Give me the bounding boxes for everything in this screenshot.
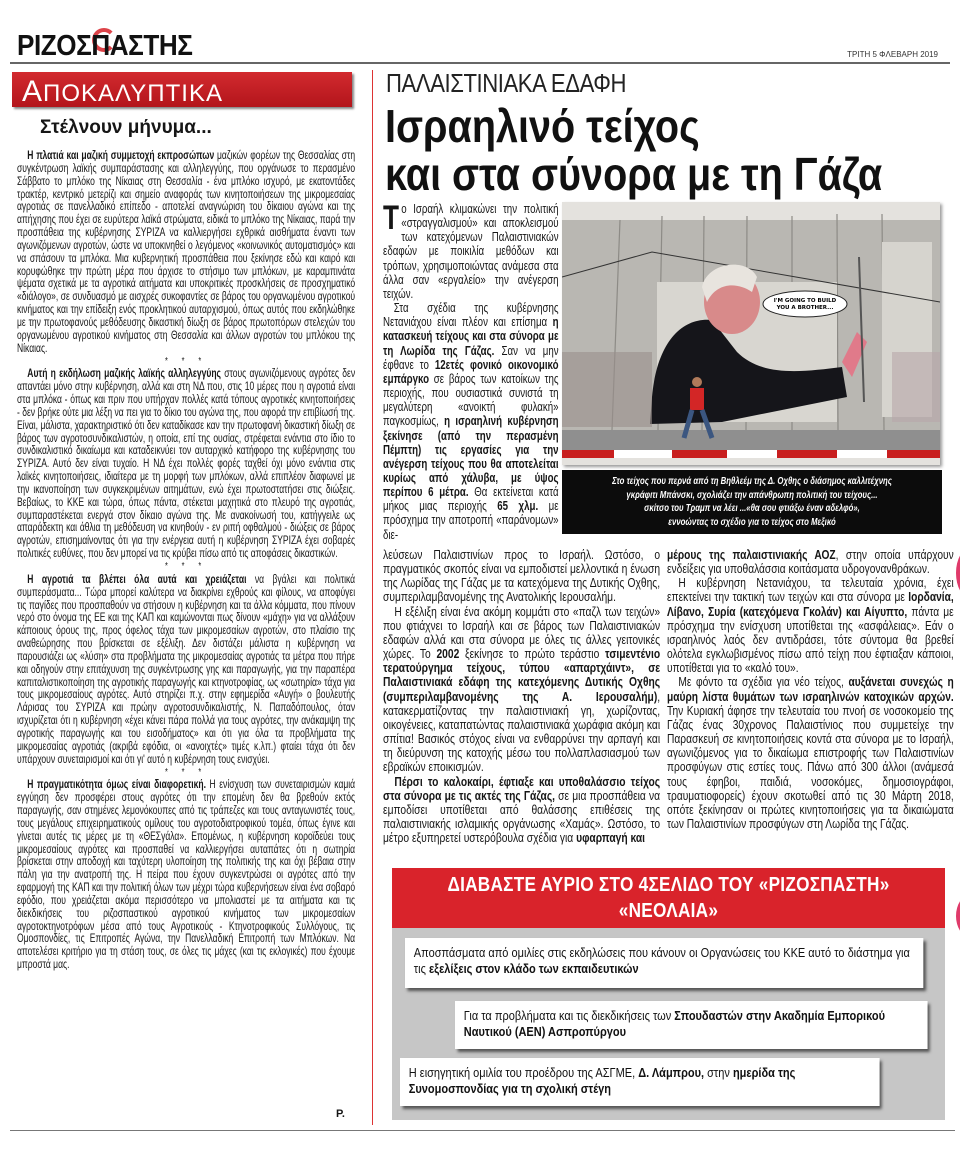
article-headline (385, 102, 935, 198)
banner-rest: ΠΟΚΑΛΥΠΤΙΚΑ (43, 80, 223, 107)
text: , κατακερματίζοντας την παλαιστινιακή γη, χωρίζοντας, οικογένειες, καταπατώντας παλαιστινιακά χωράφια ακόμη και σπίτια! Βασικός στόχος είναι να ενθαρρύνει την αρπαγή και τη διεύρυνση της κατοχής μέσω του πολλαπλασιασμού των εβραϊκών εποικισμών. (383, 689, 661, 775)
bold-text: τσιμεντένιο τερατούργημα τείχους, τύπου «απαρτχάιντ», σε Παλαιστινιακά εδάφη της κατεχόμενης Δυτικής Οχθης (συμπεριλαμβανομένης της Α. Ιερουσαλήμ) (383, 647, 661, 704)
column-signature: Ρ. (336, 1108, 345, 1120)
text: στην (704, 1066, 733, 1080)
bold-text: αυξάνεται συνεχώς η μαύρη λίστα θυμάτων των ισραηλινών κατοχικών αρχών. (667, 675, 954, 704)
text: , στην οποία υπάρχουν ενδείξεις για υποθαλάσσια κοιτάσματα υδρογονανθράκων. (667, 548, 954, 577)
paragraph (383, 548, 660, 605)
bold-text: Η πλατιά και μαζική συμμετοχή εκπροσώπων (27, 149, 215, 162)
page-edge-tab (956, 548, 960, 598)
promo-item (455, 1001, 928, 1049)
caption-line: Στο τείχος που περνά από τη Βηθλεέμ της Δ. Οχθης ο διάσημος καλλιτέχνης (612, 475, 892, 487)
promo-subtitle: «ΝΕΟΛΑΙΑ» (618, 900, 719, 922)
bold-text: υφαρπαγή και (576, 831, 646, 846)
caption-text (567, 475, 937, 529)
bold-text: Δ. Λάμπρου, (638, 1066, 705, 1080)
bold-text: 12ετές φονικό οικονομικό εμπάργκο (383, 357, 559, 386)
section-separator: * * * (165, 355, 208, 367)
bold-text: Η πραγματικότητα όμως είναι διαφορετική. (27, 778, 206, 792)
bold-text: Η αγροτιά τα βλέπει όλα αυτά και χρειάζεται (27, 572, 247, 586)
header-divider (10, 62, 950, 64)
article-column-2 (667, 548, 954, 831)
bold-text: Πέρσι το καλοκαίρι, έφτιαξε και υποθαλάσσιο τείχος στα σύνορα με τις ακτές της Γάζας, (383, 774, 661, 803)
promo-header (392, 868, 945, 928)
text: Αποσπάσματα από ομιλίες στις εκδηλώσεις που κάνουν οι Οργανώσεις του ΚΚΕ αυτό το διάστημα για τις (413, 946, 910, 976)
text: Η ενίσχυση των συνεταιρισμών καμιά εγγύηση δεν προσφέρει στους αγρότες ότι την επομένη δεν θα βρεθούν εκτός παραγωγής, σαν στημένες λεμονόκουπες από τις τράπεζες και τους ανταγωνιστές τους, τους μεγάλους επιχειρηματικούς ομίλους του αγροτοδιατροφικού τομέα, όπως έγινε και γίνεται αυτές τις μέρες με τη «ΘΕΣγάλα». Επομένως, η κυβέρνηση κοροϊδεύει τους μικρομεσαίους αγρότες και προσπαθεί να καλλιεργήσει αυταπάτες ότι η σωτηρία βρίσκεται στην αποδοχή και ταχύτερη υλοποίηση της πολιτικής της και όχι βέβαια στην πάλη για την ανατροπή της. Η πείρα που έχουν συγκεντρώσει οι αγρότες από την εφαρμογή της ΚΑΠ και την πολιτική όλων των μέχρι τώρα κυβερνήσεων είναι ένα σοβαρό εφόδιο, που χρειάζεται ακόμα περισσότερο να μπολιαστεί με τα αιτήματα και τις διεκδικήσεις του ριζοσπαστικού αγροτικού κινήματος των μικρομεσαίων αγροτοκτηνοτρόφων μέσα από τους Αγροτικούς - Κτηνοτροφικούς Συλλόγους, τις Ομοσπονδίες, τις Επιτροπές Αγώνα, την Πανελλαδική Επιτροπή των Μπλόκων. Να αποτελέσει κριτήριο για τη στάση τους, σε όλες τις μάχες (και τις εκλογικές) που έχουμε μπροστά μας. (17, 778, 356, 972)
text: ξεκίνησε το πρώτο τεράστιο (459, 647, 606, 662)
bold-text: Σπουδαστών στην Ακαδημία Εμπορικού Ναυτικού (ΑΕΝ) Ασπροπύργου (463, 1009, 886, 1039)
column-divider (372, 70, 373, 1125)
caption-line: γκράφιτι Μπάνσκι, σχολιάζει την απάνθρωπη πολιτική του τείχους... (626, 488, 878, 501)
section-banner (12, 72, 352, 107)
speech-bubble-line-1: I'M GOING TO BUILD (773, 298, 837, 304)
text: Στα σχέδια της κυβέρνησης Νετανιάχου είναι πλέον και επίσημα (383, 301, 559, 330)
column-body (17, 150, 355, 972)
text: Για τα προβλήματα και τις διεκδικήσεις των (463, 1009, 675, 1023)
promo-item (400, 1058, 880, 1106)
bold-text: εξελίξεις στον κλάδο των εκπαιδευτικών (428, 962, 639, 976)
text: ο Ισραήλ κλιμακώνει την πολιτική «στραγγαλισμού» και αποκλεισμού των κατεχόμενων Παλαιστινιακών εδαφών με ποικιλία μεθόδων και τρόπων, χρησιμοποιώντας ανάμεσα στα άλλα σαν «εργαλείο» την ανέγερση τειχών. (383, 202, 559, 301)
paragraph (17, 368, 355, 561)
column-title: Στέλνουν μήνυμα... (40, 117, 212, 138)
bold-text: ημερίδα της Συνομοσπονδίας για τη σχολική στέγη (408, 1066, 796, 1096)
text: Η εξέλιξη είναι ένα ακόμη κομμάτι στο «παζλ των τειχών» που φτιάχνει το Ισραήλ και σε βάρος των Παλαιστινιακών εδαφών αλλά και στα σύνορα με όλες τις άλλες γειτονικές χώρες. Το (383, 604, 661, 662)
paragraph (383, 775, 660, 846)
paragraph (383, 605, 660, 775)
text: σε μια προσπάθεια να εμποδίσει υποτίθεται από θαλάσσης επιθέσεις της παλαιστινιακής ισλαμικής οργάνωσης «Χαμάς». Ωστόσο, το μέτρο εξυπηρετεί υστερόβουλα σχέδια για (383, 788, 661, 846)
paragraph (383, 199, 559, 301)
text: Θα εκτείνεται κατά μήκος μιας περιοχής (383, 485, 559, 514)
bold-text: η κατασκευή τείχους και στα σύνορα με τη Λωρίδα της Γάζας. (383, 315, 559, 358)
promo-item (405, 938, 923, 988)
article-intro (383, 199, 559, 542)
newspaper-logo: ΡΙΖΟΣΠΑΣΤΗΣ (17, 30, 193, 62)
text: Η εισηγητική ομιλία του προέδρου της ΑΣΓΜΕ, (408, 1066, 639, 1080)
section-separator: * * * (165, 561, 208, 572)
speech-bubble-line-2: YOU A BROTHER... (776, 305, 834, 311)
article-photo-banksy-mural (562, 202, 940, 465)
text: Με φόντο τα σχέδια για νέο τείχος, (678, 675, 849, 690)
text: με πρόσχημα την αποτροπή «παράνομων» διε- (383, 499, 559, 542)
paragraph (667, 576, 954, 675)
section-separator: * * * (165, 766, 208, 778)
bold-text: 65 χλμ. (497, 499, 539, 514)
article-kicker: ΠΑΛΑΙΣΤΙΝΙΑΚΑ ΕΔΑΦΗ (386, 68, 627, 98)
paragraph (667, 548, 954, 576)
text: Σαν να μην έφθανε το (383, 343, 559, 372)
bold-text: Ιορδανία, Λίβανο, Συρία (κατεχόμενα Γκολάν) και Αίγυπτο, (667, 590, 954, 619)
caption-line: εννοώντας το σχέδιο για το τείχος στο Μεξικό (668, 515, 836, 528)
text: Την Κυριακή άφησε την τελευταία του πνοή σε νοσοκομείο της Γάζας ένας 30χρονος Παλαιστίνιος που συμμετείχε την Παρασκευή σε κινητοποιήσεις κοντά στα σύνορα με το Ισραήλ, αγωνιζόμενος για το δικαίωμα επιστροφής των Παλαιστινίων προσφύγων στις εστίες τους. Πάνω από 300 άλλοι (ανάμεσά τους έφηβοι, παιδιά, νοσοκόμες, δημοσιογράφοι, τραυματιοφορείς) έχουν σκοτωθεί από τις 30 Μάρτη 2018, οπότε ξεκίνησαν οι πρώτες κινητοποιήσεις για τα δικαιώματα των Παλαιστινίων προσφύγων στη Λωρίδα της Γάζας. (667, 703, 954, 831)
text: λεύσεων Παλαιστινίων προς το Ισραήλ. Ωστόσο, ο πραγματικός σκοπός είναι να εμποδιστεί μελλοντικά η ένωση της Λωρίδας της Γάζας με τα κατεχόμενα της Δυτικής Οχθης, συμπεριλαμβανομένης της Ανατολικής Ιερουσαλήμ. (383, 548, 661, 605)
promo-box-neolaia (392, 868, 945, 1120)
bold-text: μέρους της παλαιστινιακής ΑΟΖ (667, 548, 836, 562)
text: Η κυβέρνηση Νετανιάχου, τα τελευταία χρόνια, έχει επεκτείνει την τακτική των τειχών και στα σύνορα με (667, 576, 954, 605)
paragraph (383, 301, 559, 542)
headline-line-1: Ισραηλινό τείχος (385, 100, 700, 152)
banner-initial: Α (22, 75, 44, 108)
text: στους αγωνιζόμενους αγρότες δεν απαντάει μόνο στην κυβέρνηση, αλλά και στη ΝΔ που, στις 10 μέρες που η αγροτιά είναι στα μπλόκα - όπως και πριν που υπήρχαν πολλές κατά τόπους αγροτικές κινητοποιήσεις - δεν βρήκε ούτε μια λέξη να πει για το δίκιο του αγώνα της, που αφορά την επιβίωσή της. Είναι, μάλιστα, χαρακτηριστικό ότι δεν καταδίκασε καν την πρωτοφανή δικαστική δίωξη σε βάρος των αγροτοσυνδικαλιστών, η οποία, επί της ουσίας, στρέφεται ενάντια στο ίδιο το συνδικαλιστικό δικαίωμα και καταδεικνύει τον αυταρχικό κατήφορο της κυβέρνησης του ΣΥΡΙΖΑ. Αυτό δεν είναι τυχαίο. Η ΝΔ έχει πολλές φορές ταχθεί όχι μόνο ενάντια στις λαϊκές κινητοποιήσεις, ιδιαίτερα με τη μορφή των μπλόκων, αλλά επιπλέον διαφωνεί με την ικανοποίηση των συγκεκριμένων αιτημάτων, ενώ έχει πρωτοστατήσει στις διώξεις. Βεβαίως, το ΚΚΕ και τώρα, όπως πάντα, στέκεται μαχητικά στο πλευρό της αγροτιάς, συμπαραστέκεται ενεργά στον δίκαιο αγώνα της. Με ανακοίνωσή του, κατήγγειλε ως απαράδεκτη και άθλια τη μεθόδευση να κινηθούν - εν ριπή οφθαλμού - διώξεις σε βάρος αγροτών, επισημαίνοντας ότι για την ενέργεια αυτή η κυβέρνηση ΣΥΡΙΖΑ έχει σοβαρές πολιτικές ευθύνες, που δεν μπορεί να τις κρύβει πίσω από τις αποφάσεις δικαστικών. (17, 367, 356, 561)
text: σε βάρος των κατοίκων της περιοχής, που ουσιαστικά συνιστά τη μεγαλύτερη «ανοικτή φυλακή» παγκοσμίως, (383, 371, 559, 429)
paragraph (17, 150, 355, 356)
paragraph (667, 675, 954, 831)
bold-text: 2002 (436, 647, 460, 662)
article-column-1 (383, 548, 660, 845)
text: πάντα με πρόσχημα την ενίσχυση υποτίθεται της «ασφάλειας». Εάν ο ισραηλινός λαός δεν αντιδράσει, τότε σύντομα θα βρεθεί ολότελα εγκλωβισμένος πίσω από τείχη που έφτιαξαν κάποιοι, υποτίθεται για το «καλό του». (667, 604, 954, 676)
caption-line: σκίτσο του Τραμπ να λέει ...«θα σου φτιάξω έναν αδελφό», (644, 502, 860, 514)
bold-text: Αυτή η εκδήλωση μαζικής λαϊκής αλληλεγγύης (27, 367, 221, 381)
bold-text: η ισραηλινή κυβέρνηση ξεκίνησε (από την περασμένη Πέμπτη) τις εργασίες για την ανέγερση τείχους που θα αποτελείται κυρίως από χάλυβα, με ύψος περίπου 6 μέτρα. (383, 414, 559, 500)
text: μαζικών φορέων της Θεσσαλίας στη συγκέντρωση λαϊκής συμπαράστασης και αλληλεγγύης, που οργάνωσε το περασμένο Σάββατο το μπλόκο της Νίκαιας στη Θεσσαλία - ένα μπλόκο ισχυρό, με εκατοντάδες τρακτέρ, κεντρικό μετερίζι και σημείο αναφοράς των κινητοποιήσεων της μικρομεσαίας αγροτιάς σε πανελλαδικό επίπεδο - αποτελεί αναγνώριση του δίκαιου αγώνα και της απήχησης που έχει σε ευρύτερα λαϊκά στρώματα, ειδικά το μπλόκο της Νίκαιας, παρά την προσπάθεια της κυβέρνησης ΣΥΡΙΖΑ να καλλιεργήσει εχθρικά αισθήματα έναντι των αγωνιζόμενων αγροτών, ώστε να υποκινηθεί ο λεγόμενος «κοινωνικός αυτοματισμός» και να σπάσουν τα μπλόκα. Μια κυβερνητική προσπάθεια που ξεκίνησε εδώ και καιρό και κορυφώθηκε την πρώτη μέρα που άρχισε το στήσιμο των μπλόκων, με καραμπινάτα ψέματα σχετικά με τα αγροτικά αιτήματα και υποκριτικές προσκλήσεις σε προσχηματικό «διάλογο», σε συνδυασμό με αισχρές συκοφαντίες σε βάρος του οργανωμένου αγροτικού κινήματος και την επίδειξη ενός προκλητικού αυταρχισμού, όπως αυτός που εκδηλώθηκε με την πρωτοφανούς μεθόδευσης δικαστική δίωξη σε βάρος πρωτοπόρων στελεχών του οργανωμένου αγροτικού κινήματος στη Θεσσαλία και άλλων αγροτών του μπλόκου της Νίκαιας. (17, 149, 356, 355)
paragraph (17, 779, 355, 972)
photo-caption (562, 470, 942, 534)
headline-line-2: και στα σύνορα με τη Γάζα (385, 148, 883, 200)
text: να βγάλει και πολιτικά συμπεράσματα... Τώρα μπορεί καλύτερα να διακρίνει εχθρούς και φίλους, να αποφύγει τις παγίδες που προσπαθούν να στήσουν η κυβέρνηση και τα άλλα κόμματα, που πίνουν νερό στο όνομα της ΕΕ και της ΚΑΠ και καμώνονται πως δίνουν «μάχη» για να αλλάξουν κάποιους όρους της, προς όφελος τάχα των μικρομεσαίων αγροτών, στο πλαίσιο της αναθεώρησης που βρίσκεται σε εξέλιξη. Δεν διστάζει μάλιστα η κυβέρνηση να παρουσιάζει ως «λύση» στα προβλήματα της μικρομεσαίας αγροτιάς τα μέτρα που πήρε και οδηγούν στην επιτάχυνση της συγκέντρωσης γης και παραγωγής, για την παραπέρα καπιταλιστικοποίηση της αγροτικής παραγωγής και κτηνοτροφίας, ως «σωτηρία» τάχα για τους μικρομεσαίους αγρότες. Αυτό στηρίζει π.χ. στην εφημερίδα «Αυγή» ο βουλευτής Λάρισας του ΣΥΡΙΖΑ και πρώην αγροτοσυνδικαλιστής, Ν. Παπαδόπουλος, όταν ισχυρίζεται ότι η κυβέρνηση «έχει κάνει πάρα πολλά για τους αγρότες, την ανάκαμψη της αγροτικής παραγωγής και του εισοδήματος» και ότι για όλα τα προβλήματα της μικρομεσαίας αγροτιάς (ακριβά εφόδια, οι «ανοιχτές» τιμές κ.λπ.) φταίει τάχα ότι δεν υπάρχουν συνεταιρισμοί και ότι γι' αυτό η κυβέρνηση τους ενισχύει. (17, 572, 356, 766)
page-edge-tab (956, 895, 960, 937)
promo-title: ΔΙΑΒΑΣΤΕ ΑΥΡΙΟ ΣΤΟ 4ΣΕΛΙΔΟ ΤΟΥ «ΡΙΖΟΣΠΑΣΤΗ» (447, 874, 890, 896)
footer-divider (10, 1130, 955, 1131)
drop-cap: Τ (383, 199, 400, 237)
paragraph (17, 574, 355, 767)
intro-paragraphs (383, 199, 559, 542)
issue-date: ΤΡΙΤΗ 5 ΦΛΕΒΑΡΗ 2019 (847, 50, 938, 59)
